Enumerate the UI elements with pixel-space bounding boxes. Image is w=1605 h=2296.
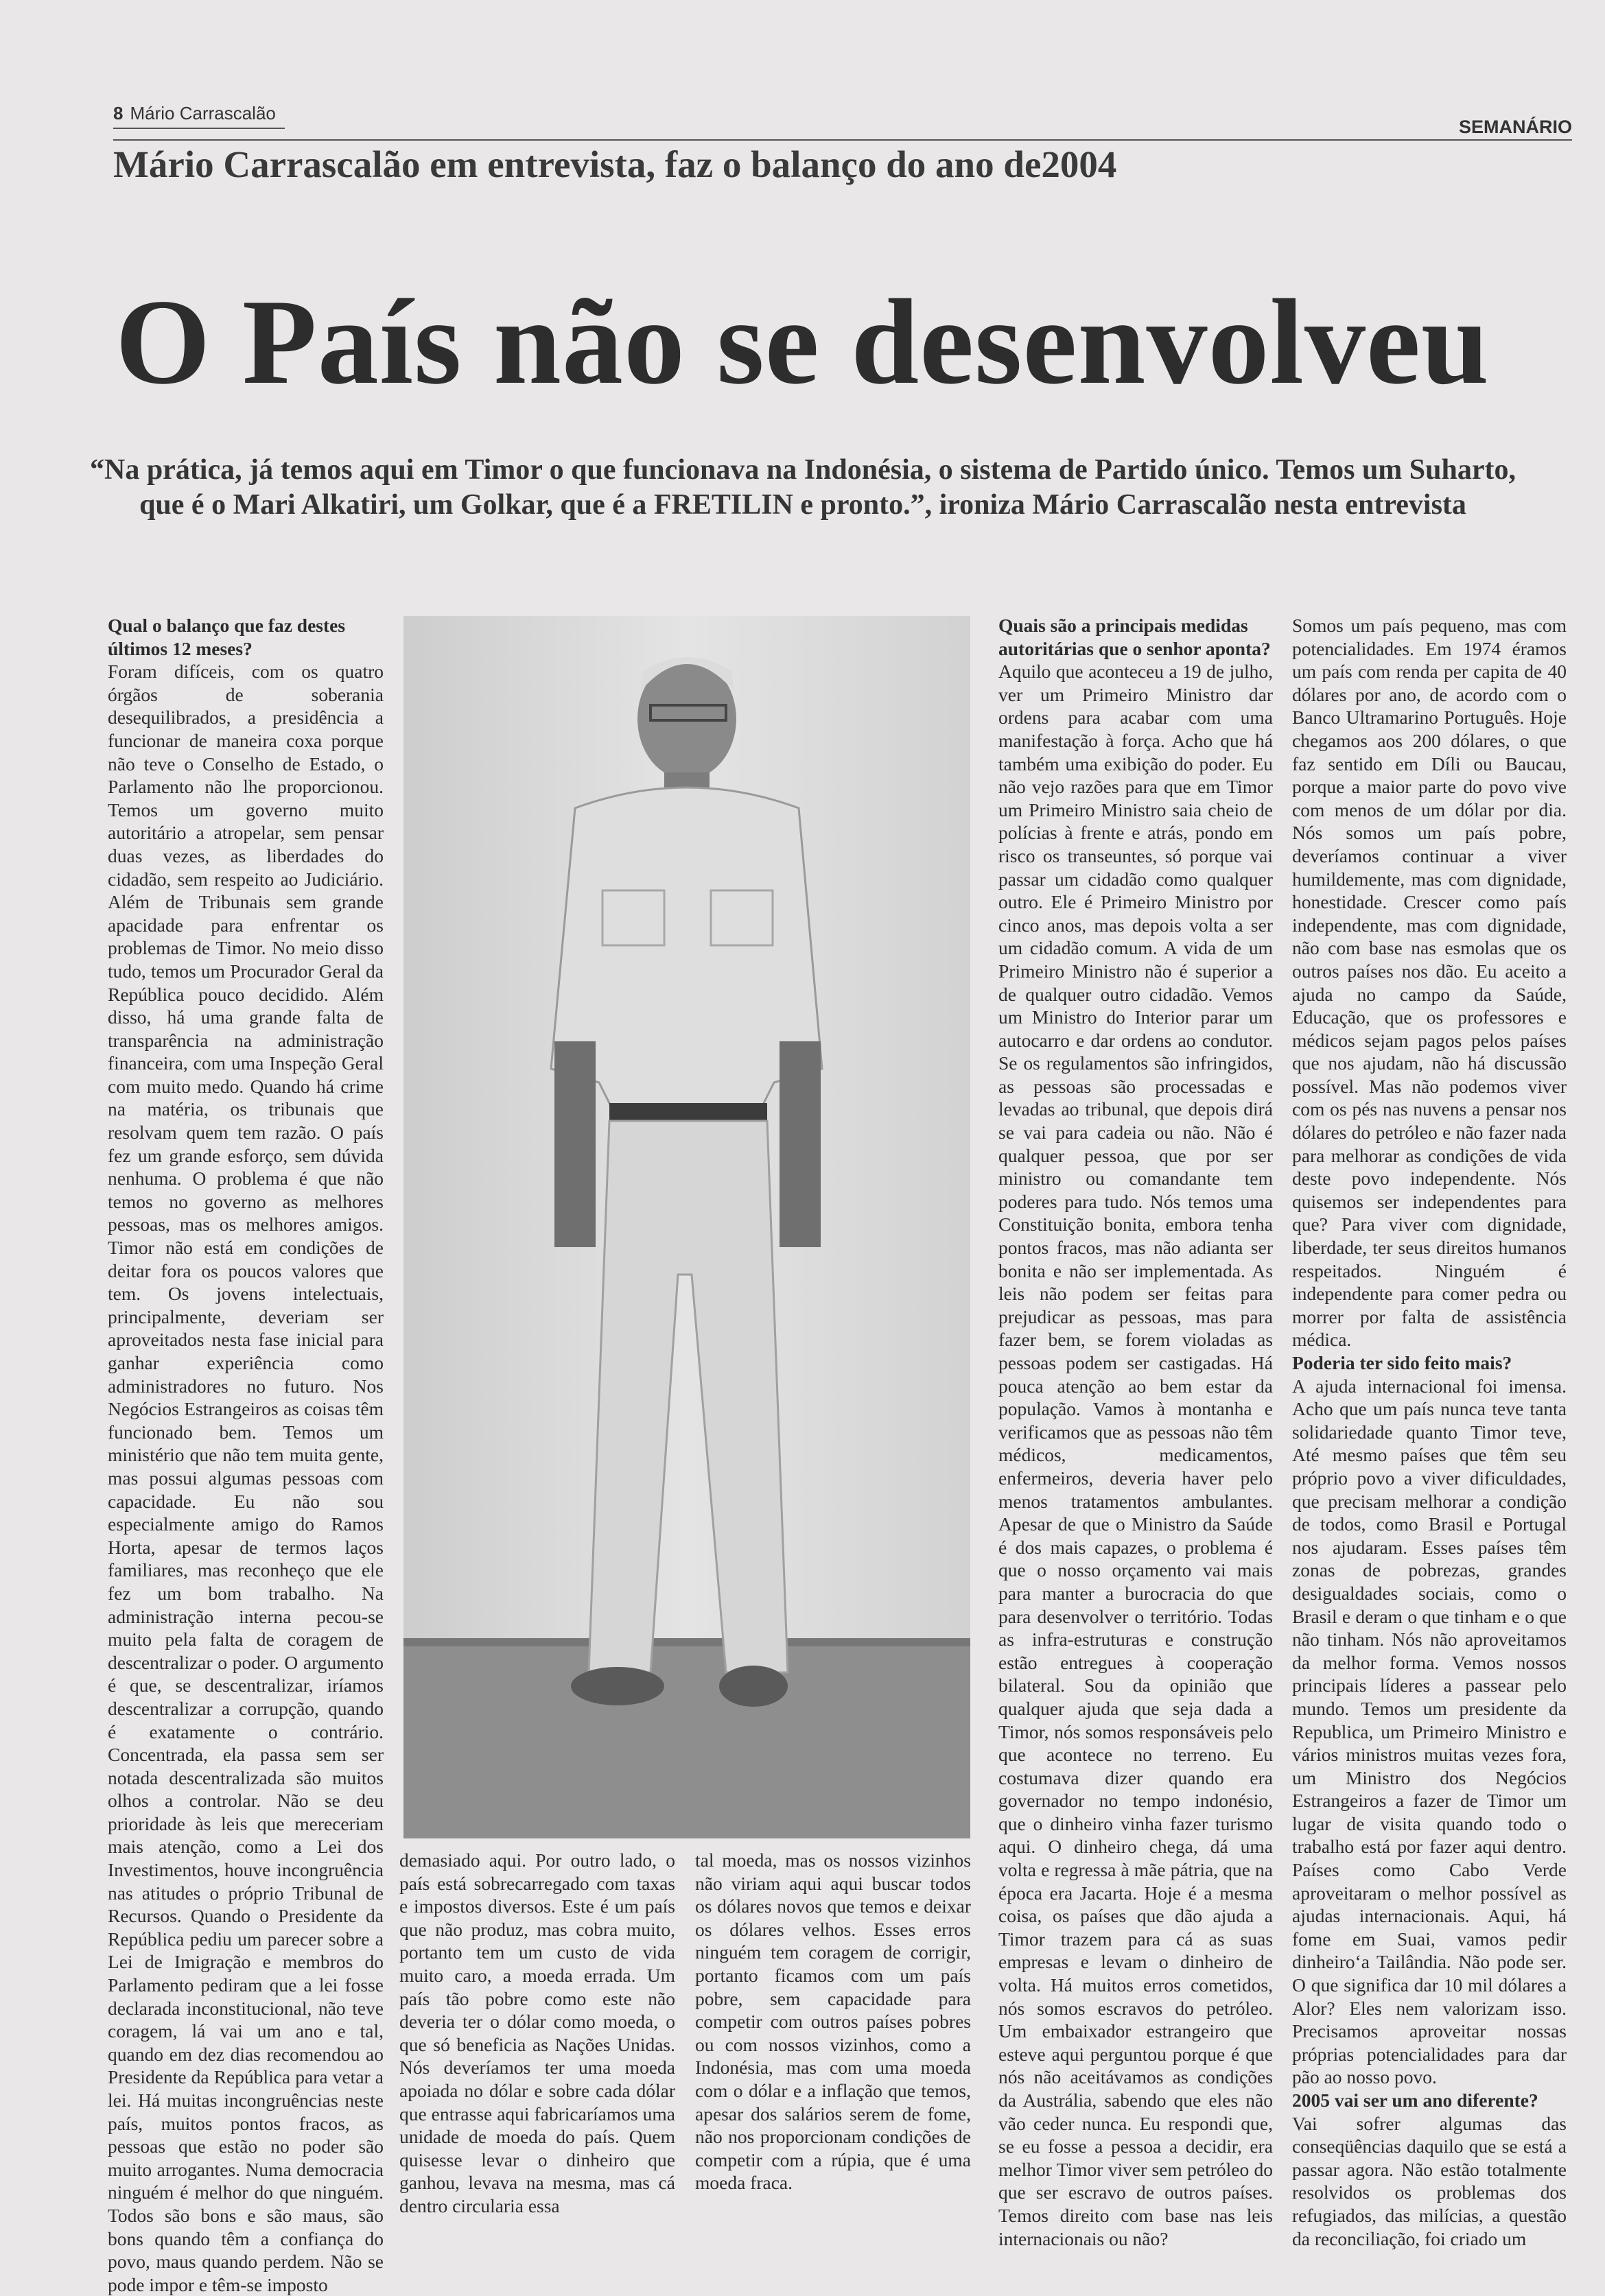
article-column-1 — [108, 614, 384, 2296]
interview-answer: A ajuda internacional foi imensa. Acho que um país nunca teve tanta solidariedade quanto Timor teve, Até mesmo países que têm seu próprio povo a viver dificuldades, que precisam melhorar a condição de todos, como Brasil e Portugal nos ajudaram. Esses países têm zonas de pobrezas, grandes desigualdades sociais, como o Brasil e deram o que tinham e o que não tinham. Nós não aproveitamos da melhor forma. Vemos nossos principais líderes a passear pelo mundo. Temos um presidente da Republica, um Primeiro Ministro e vários ministros muitas vezes fora, um Ministro dos Negócios Estrangeiros a fazer de Timor um lugar de visita quando todo o trabalho está por fazer aqui dentro. Países como Cabo Verde aproveitaram o melhor possível as ajudas internacionais. Aqui, há fome em Suai, vamos pedir dinheiro‘a Tailândia. Não pode ser. O que significa dar 10 mil dólares a Alor? Eles nem valorizam isso. Precisamos aproveitar nossas próprias potencialidades para dar pão ao nosso povo. — [1292, 1375, 1567, 2088]
interview-question: 2005 vai ser um ano diferente? — [1292, 2090, 1538, 2111]
article-column-3 — [695, 1849, 971, 2194]
portrait-photo — [403, 616, 970, 1838]
interview-answer: demasiado aqui. Por outro lado, o país está sobrecarregado com taxas e impostos diversos. Este é um país que não produz, mas cobra muito, portanto tem um custo de vida muito caro, a moeda errada. Um país tão pobre como este não deveria ter o dólar como moeda, o que só beneficia as Nações Unidas. Nós deveríamos ter uma moeda apoiada no dólar e sobre cada dólar que entrasse aqui fabricaríamos uma unidade de moeda do país. Quem quisesse levar o dinheiro que ganhou, levava na mesma, mas cá dentro circularia essa — [399, 1849, 675, 2216]
interview-question: Quais são a principais medidas autoritárias que o senhor aponta? — [998, 615, 1271, 659]
interview-question: Qual o balanço que faz destes últimos 12 meses? — [108, 615, 346, 659]
article-column-2 — [399, 1849, 675, 2218]
interview-answer: Somos um país pequeno, mas com potencialidades. Em 1974 éramos um país com renda per capita de 40 dólares por ano, de acordo com o Banco Ultramarino Português. Hoje chegamos aos 200 dólares, o que faz sentido em Díli ou Baucau, porque a maior parte do povo vive com menos de um dólar por dia. Nós somos um país pobre, deveríamos continuar a viver humildemente, mas com dignidade, honestidade. Crescer como país independente, mas com dignidade, não com base nas esmolas que os outros países nos dão. Eu aceito a ajuda no campo da Saúde, Educação, que os professores e médicos sejam pagos pelos países que nos ajudam, não há discussão possível. Mas não podemos viver com os pés nas nuvens a pensar nos dólares do petróleo e não fazer nada para melhorar as condições de vida deste povo independente. Nós quisemos ser independentes para que? Para viver com dignidade, liberdade, ter seus direitos humanos respeitados. Ninguém é independente para comer pedra ou morrer por falta de assistência médica. — [1292, 615, 1567, 1351]
interview-answer: Foram difíceis, com os quatro órgãos de soberania desequilibrados, a presidência a funcionar de maneira coxa porque não teve o Conselho de Estado, o Parlamento não lhe proporcionou. Temos um governo muito autoritário a atropelar, sem pensar duas vezes, as liberdades do cidadão, sem respeito ao Judiciário. Além de Tribunais sem grande apacidade para enfrentar os problemas de Timor. No meio disso tudo, temos um Procurador Geral da República pouco decidido. Além disso, há uma grande falta de transparência na administração financeira, com uma Inspeção Geral com muito medo. Quando há crime na matéria, os tribunais que resolvam quem tem razão. O país fez um grande esforço, sem dúvida nenhuma. O problema é que não temos no governo as melhores pessoas, mas os melhores amigos. Timor não está em condições de deitar fora os poucos valores que tem. Os jovens intelectuais, principalmente, deveriam ser aproveitados nesta fase inicial para ganhar experiência como administradores no futuro. Nos Negócios Estrangeiros as coisas têm funcionado bem. Temos um ministério que não tem muita gente, mas possui algumas pessoas com capacidade. Eu não sou especialmente amigo do Ramos Horta, apesar de termos laços familiares, mas reconheço que ele fez um bom trabalho. Na administração interna pecou-se muito pela falta de coragem de descentralizar o poder. O argumento é que, se descentralizar, iríamos descentralizar a corrupção, quando é exatamente o contrário. Concentrada, ela passa sem ser notada descentralizada são muitos olhos a controlar. Não se deu prioridade às leis que mereceriam mais atenção, como a Lei dos Investimentos, houve incongruência nas atitudes o próprio Tribunal de Recursos. Quando o Presidente da República pediu um parecer sobre a Lei de Imigração e membros do Parlamento pediram que a lei fosse declarada inconstitucional, não teve coragem, lá vai um ano e tal, quando em dez dias recomendou ao Presidente da República para vetar a lei. Há muitas incongruências neste país, muitos pontos fracos, as pessoas que estão no poder são muito arrogantes. Numa democracia ninguém é melhor do que ninguém. Todos são bons e são maus, são bons quando têm a confiança do povo, maus quando perdem. Não se pode impor e têm-se imposto — [108, 661, 384, 2295]
interview-answer: tal moeda, mas os nossos vizinhos não viriam aqui aqui buscar todos os dólares novos que temos e deixar os dólares velhos. Esses erros ninguém tem coragem de corrigir, portanto ficamos com um país pobre, sem capacidade para competir com outros países pobres ou com nossos vizinhos, como a Indonésia, mas com uma moeda com o dólar e a inflação que temos, apesar dos salários serem de fome, não nos proporcionam condições de competir com a rúpia, que é uma moeda fraca. — [695, 1849, 971, 2194]
kicker: Mário Carrascalão em entrevista, faz o balanço do ano de2004 — [113, 143, 1117, 185]
interview-question: Poderia ter sido feito mais? — [1292, 1352, 1512, 1373]
publication-name: SEMANÁRIO — [1458, 117, 1572, 137]
article-column-4 — [998, 614, 1273, 2250]
headline: O País não se desenvolveu — [115, 274, 1490, 410]
header-rule-short — [113, 128, 285, 129]
pull-quote: “Na prática, já temos aqui em Timor o que funcionava na Indonésia, o sistema de Partido único. Temos um Suharto, que é o Mari Alkatiri, um Golkar, que é a FRETILIN e pronto.”, ironiza Mário Carrascalão nesta entrevista — [89, 454, 1516, 521]
section-name: Mário Carrascalão — [130, 103, 276, 123]
interview-answer: Aquilo que aconteceu a 19 de julho, ver um Primeiro Ministro dar ordens para acabar com uma manifestação à força. Acho que há também uma exibição do poder. Eu não vejo razões para que em Timor um Primeiro Ministro saia cheio de polícias à frente e atrás, pondo em risco os transeuntes, só porque vai passar um cidadão como qualquer outro. Ele é Primeiro Ministro por cinco anos, mas depois volta a ser um cidadão comum. A vida de um Primeiro Ministro não é superior a de qualquer outro cidadão. Vemos um Ministro do Interior parar um autocarro e dar ordens ao condutor. Se os regulamentos são infringidos, as pessoas são processadas e levadas ao tribunal, que depois dirá se vai para cadeia ou não. Não é qualquer pessoa, que por ser ministro ou comandante tem poderes para tudo. Nós temos uma Constituição bonita, embora tenha pontos fracos, mas não adianta ser bonita e não ser implementada. As leis não podem ser feitas para prejudicar as pessoas, mas para fazer bem, se forem violadas as pessoas podem ser castigadas. Há pouca atenção ao bem estar da população. Vamos à montanha e verificamos que as pessoas não têm médicos, medicamentos, enfermeiros, deveria haver pelo menos tratamentos ambulantes. Apesar de que o Ministro da Saúde é dos mais capazes, o problema é que o nosso orçamento vai mais para manter a burocracia do que para desenvolver o território. Todas as infra-estruturas e construção estão entregues à cooperação bilateral. Sou da opinião que qualquer ajuda que seja dada a Timor, nós somos responsáveis pelo que acontece no terreno. Eu costumava dizer quando era governador no tempo indonésio, que o dinheiro vinha fazer turismo aqui. O dinheiro chega, dá uma volta e regressa à mãe pátria, que na época era Jacarta. Hoje é a mesma coisa, os países que dão ajuda a Timor trazem para cá as suas empresas e levam o dinheiro de volta. Há muitos erros cometidos, nós somos escravos do petróleo. Um embaixador estrangeiro que esteve aqui perguntou porque é que nós não aceitávamos as condições da Austrália, sabendo que eles não vão ceder nunca. Eu respondi que, se eu fosse a pessoa a decidir, era melhor Timor viver sem petróleo do que ser escravo de outros países. Temos direito com base nas leis internacionais ou não? — [998, 661, 1273, 2249]
page-number: 8 — [113, 103, 124, 123]
article-column-5 — [1292, 614, 1567, 2250]
interview-answer: Vai sofrer algumas das conseqüências daquilo que se está a passar agora. Não estão totalmente resolvidos os problemas dos refugiados, das milícias, a questão da reconciliação, foi criado um — [1292, 2112, 1567, 2249]
header-rule — [113, 139, 1572, 141]
portrait-illustration — [403, 616, 970, 1838]
page-header — [113, 103, 276, 124]
